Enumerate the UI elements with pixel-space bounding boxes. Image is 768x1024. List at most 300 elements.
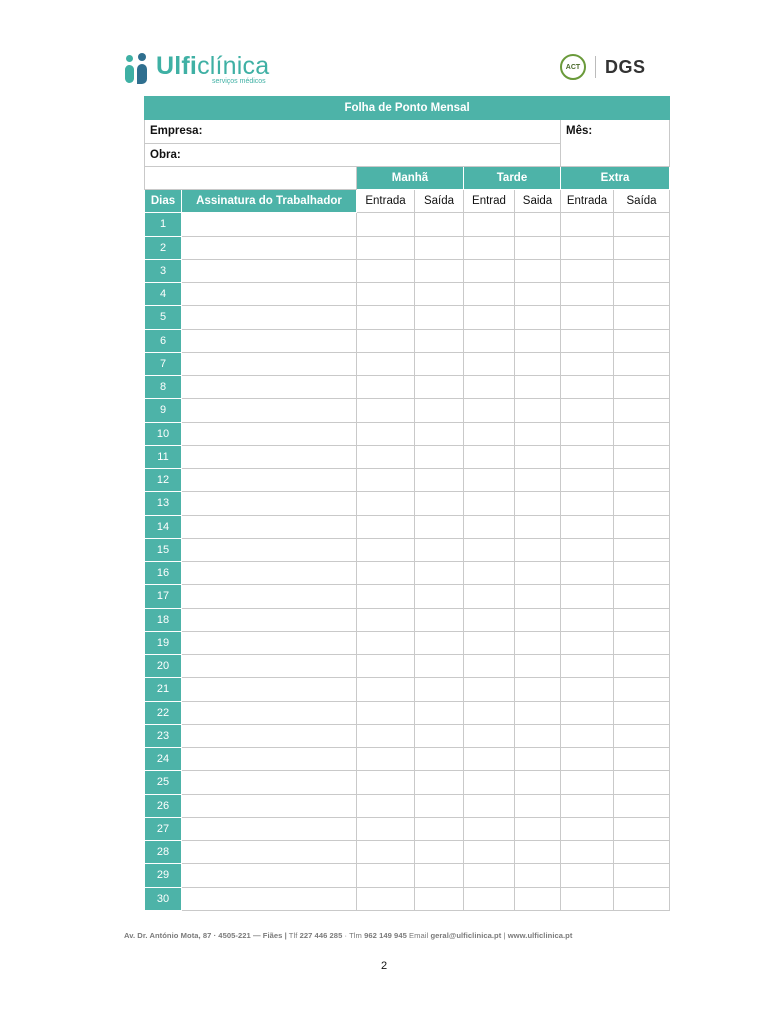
ulficlinica-logo: [124, 52, 269, 92]
table-row: [145, 887, 670, 910]
day-number: 19: [145, 631, 182, 654]
manha-entrada-cell[interactable]: [357, 445, 415, 468]
signature-cell[interactable]: [182, 259, 357, 282]
tarde-saida-cell[interactable]: [515, 887, 561, 910]
manha-entrada-cell[interactable]: [357, 306, 415, 329]
manha-entrada-cell[interactable]: [357, 259, 415, 282]
extra-saida-cell[interactable]: [614, 422, 670, 445]
day-number: 22: [145, 701, 182, 724]
manha-saida-cell[interactable]: [415, 538, 464, 561]
manha-entrada-cell[interactable]: [357, 283, 415, 306]
day-number: 12: [145, 469, 182, 492]
extra-entrada-cell[interactable]: [561, 329, 614, 352]
tarde-saida-cell[interactable]: [515, 469, 561, 492]
extra-saida-cell[interactable]: [614, 352, 670, 375]
extra-entrada-cell[interactable]: [561, 283, 614, 306]
extra-saida-cell[interactable]: [614, 492, 670, 515]
day-number: 9: [145, 399, 182, 422]
day-number: 17: [145, 585, 182, 608]
extra-entrada-cell[interactable]: [561, 562, 614, 585]
table-row: [145, 701, 670, 724]
day-number: 15: [145, 538, 182, 561]
manha-entrada-cell[interactable]: [357, 515, 415, 538]
tarde-entrada-cell[interactable]: [464, 515, 515, 538]
mes-label: Mês:: [566, 125, 593, 138]
manha-saida-cell[interactable]: [415, 631, 464, 654]
day-number: 2: [145, 236, 182, 259]
signature-cell[interactable]: [182, 771, 357, 794]
extra-entrada-cell[interactable]: [561, 492, 614, 515]
manha-saida-cell[interactable]: [415, 887, 464, 910]
manha-saida-cell[interactable]: [415, 445, 464, 468]
ulficlinica-logo-icon: [124, 52, 150, 86]
tarde-saida-cell[interactable]: [515, 376, 561, 399]
day-number: 24: [145, 748, 182, 771]
tarde-saida-cell[interactable]: [515, 841, 561, 864]
extra-entrada-cell[interactable]: [561, 399, 614, 422]
tarde-saida-cell[interactable]: [515, 259, 561, 282]
signature-cell[interactable]: [182, 608, 357, 631]
tarde-saida-cell[interactable]: [515, 794, 561, 817]
signature-cell[interactable]: [182, 817, 357, 840]
timesheet-table: [144, 96, 670, 911]
tarde-entrada-cell[interactable]: [464, 887, 515, 910]
manha-saida-cell[interactable]: [415, 608, 464, 631]
footer-tlf-label: Tlf: [288, 931, 298, 940]
extra-saida-cell[interactable]: [614, 515, 670, 538]
extra-saida-cell[interactable]: [614, 748, 670, 771]
extra-entrada-cell[interactable]: [561, 608, 614, 631]
day-number: 1: [145, 213, 182, 236]
tarde-entrada-header: Entrad: [464, 190, 515, 213]
tarde-saida-cell[interactable]: [515, 771, 561, 794]
extra-saida-cell[interactable]: [614, 841, 670, 864]
manha-saida-cell[interactable]: [415, 678, 464, 701]
tarde-saida-cell[interactable]: [515, 422, 561, 445]
manha-entrada-header: Entrada: [357, 190, 415, 213]
signature-cell[interactable]: [182, 655, 357, 678]
tarde-saida-cell[interactable]: [515, 655, 561, 678]
brand-subtitle: serviços médicos: [212, 78, 266, 85]
tarde-saida-cell[interactable]: [515, 724, 561, 747]
day-number: 6: [145, 329, 182, 352]
footer-site-link[interactable]: www.ulficlinica.pt: [507, 931, 573, 940]
table-row: [145, 515, 670, 538]
signature-cell[interactable]: [182, 492, 357, 515]
group-header-blank: [145, 166, 357, 189]
manha-saida-cell[interactable]: [415, 701, 464, 724]
manha-entrada-cell[interactable]: [357, 655, 415, 678]
manha-entrada-cell[interactable]: [357, 213, 415, 236]
extra-entrada-cell[interactable]: [561, 306, 614, 329]
manha-entrada-cell[interactable]: [357, 376, 415, 399]
tarde-entrada-cell[interactable]: [464, 608, 515, 631]
empresa-field[interactable]: [145, 120, 561, 143]
day-number: 21: [145, 678, 182, 701]
tarde-entrada-cell[interactable]: [464, 724, 515, 747]
day-number: 20: [145, 655, 182, 678]
extra-entrada-cell[interactable]: [561, 771, 614, 794]
table-row: [145, 562, 670, 585]
dgs-logo: DGS: [605, 56, 646, 77]
manha-saida-cell[interactable]: [415, 794, 464, 817]
extra-saida-cell[interactable]: [614, 724, 670, 747]
tarde-entrada-cell[interactable]: [464, 352, 515, 375]
tarde-saida-cell[interactable]: [515, 399, 561, 422]
extra-entrada-cell[interactable]: [561, 655, 614, 678]
tarde-saida-cell[interactable]: [515, 236, 561, 259]
extra-entrada-cell[interactable]: [561, 259, 614, 282]
day-number: 13: [145, 492, 182, 515]
footer-tlm-label: · Tlm: [344, 931, 362, 940]
day-number: 10: [145, 422, 182, 445]
extra-saida-header: Saída: [614, 190, 670, 213]
extra-saida-cell[interactable]: [614, 585, 670, 608]
extra-saida-cell[interactable]: [614, 864, 670, 887]
signature-cell[interactable]: [182, 422, 357, 445]
extra-saida-cell[interactable]: [614, 306, 670, 329]
signature-cell[interactable]: [182, 538, 357, 561]
manha-saida-cell[interactable]: [415, 771, 464, 794]
obra-field[interactable]: [145, 143, 561, 166]
manha-entrada-cell[interactable]: [357, 817, 415, 840]
signature-cell[interactable]: [182, 724, 357, 747]
tarde-saida-cell[interactable]: [515, 515, 561, 538]
manha-saida-cell[interactable]: [415, 259, 464, 282]
group-tarde: Tarde: [464, 166, 561, 189]
manha-saida-cell[interactable]: [415, 748, 464, 771]
manha-entrada-cell[interactable]: [357, 585, 415, 608]
tarde-entrada-cell[interactable]: [464, 864, 515, 887]
tarde-saida-cell[interactable]: [515, 213, 561, 236]
table-row: [145, 445, 670, 468]
day-number: 3: [145, 259, 182, 282]
tarde-entrada-cell[interactable]: [464, 841, 515, 864]
footer-email-link[interactable]: geral@ulficlinica.pt: [430, 931, 502, 940]
tarde-saida-cell[interactable]: [515, 492, 561, 515]
tarde-entrada-cell[interactable]: [464, 445, 515, 468]
extra-saida-cell[interactable]: [614, 655, 670, 678]
tarde-entrada-cell[interactable]: [464, 655, 515, 678]
signature-cell[interactable]: [182, 794, 357, 817]
extra-entrada-cell[interactable]: [561, 213, 614, 236]
extra-saida-cell[interactable]: [614, 794, 670, 817]
table-row: [145, 329, 670, 352]
signature-cell[interactable]: [182, 887, 357, 910]
table-row: [145, 771, 670, 794]
extra-entrada-cell[interactable]: [561, 585, 614, 608]
signature-cell[interactable]: [182, 352, 357, 375]
extra-entrada-cell[interactable]: [561, 794, 614, 817]
tarde-saida-cell[interactable]: [515, 817, 561, 840]
manha-saida-cell[interactable]: [415, 655, 464, 678]
tarde-saida-cell[interactable]: [515, 329, 561, 352]
tarde-entrada-cell[interactable]: [464, 306, 515, 329]
tarde-saida-cell[interactable]: [515, 445, 561, 468]
logo-divider: [595, 56, 596, 78]
day-number: 4: [145, 283, 182, 306]
manha-saida-cell[interactable]: [415, 236, 464, 259]
day-number: 8: [145, 376, 182, 399]
manha-saida-cell[interactable]: [415, 492, 464, 515]
tarde-entrada-cell[interactable]: [464, 631, 515, 654]
day-number: 7: [145, 352, 182, 375]
day-number: 23: [145, 724, 182, 747]
extra-entrada-cell[interactable]: [561, 538, 614, 561]
manha-saida-cell[interactable]: [415, 352, 464, 375]
manha-saida-cell[interactable]: [415, 469, 464, 492]
signature-cell[interactable]: [182, 562, 357, 585]
day-number: 5: [145, 306, 182, 329]
tarde-saida-cell[interactable]: [515, 631, 561, 654]
manha-saida-cell[interactable]: [415, 864, 464, 887]
table-row: [145, 376, 670, 399]
day-number: 11: [145, 445, 182, 468]
extra-saida-cell[interactable]: [614, 608, 670, 631]
extra-saida-cell[interactable]: [614, 771, 670, 794]
extra-entrada-cell[interactable]: [561, 515, 614, 538]
tarde-entrada-cell[interactable]: [464, 538, 515, 561]
tarde-entrada-cell[interactable]: [464, 794, 515, 817]
manha-entrada-cell[interactable]: [357, 864, 415, 887]
tarde-saida-cell[interactable]: [515, 748, 561, 771]
signature-cell[interactable]: [182, 236, 357, 259]
footer-contact: [124, 931, 664, 940]
partner-logos: [560, 53, 646, 81]
extra-entrada-cell[interactable]: [561, 817, 614, 840]
extra-entrada-cell[interactable]: [561, 469, 614, 492]
manha-saida-cell[interactable]: [415, 329, 464, 352]
extra-entrada-cell[interactable]: [561, 376, 614, 399]
tarde-saida-cell[interactable]: [515, 608, 561, 631]
manha-entrada-cell[interactable]: [357, 841, 415, 864]
table-row: [145, 817, 670, 840]
manha-entrada-cell[interactable]: [357, 724, 415, 747]
extra-saida-cell[interactable]: [614, 236, 670, 259]
tarde-entrada-cell[interactable]: [464, 422, 515, 445]
signature-cell[interactable]: [182, 701, 357, 724]
manha-saida-cell[interactable]: [415, 841, 464, 864]
extra-saida-cell[interactable]: [614, 399, 670, 422]
extra-entrada-cell[interactable]: [561, 748, 614, 771]
signature-cell[interactable]: [182, 399, 357, 422]
manha-saida-cell[interactable]: [415, 306, 464, 329]
day-number: 18: [145, 608, 182, 631]
tarde-saida-cell[interactable]: [515, 701, 561, 724]
manha-entrada-cell[interactable]: [357, 562, 415, 585]
extra-saida-cell[interactable]: [614, 701, 670, 724]
extra-entrada-cell[interactable]: [561, 841, 614, 864]
manha-saida-cell[interactable]: [415, 562, 464, 585]
signature-cell[interactable]: [182, 585, 357, 608]
day-number: 16: [145, 562, 182, 585]
manha-saida-cell[interactable]: [415, 399, 464, 422]
extra-saida-cell[interactable]: [614, 631, 670, 654]
tarde-entrada-cell[interactable]: [464, 329, 515, 352]
manha-entrada-cell[interactable]: [357, 352, 415, 375]
table-row: [145, 236, 670, 259]
manha-entrada-cell[interactable]: [357, 492, 415, 515]
manha-saida-cell[interactable]: [415, 585, 464, 608]
manha-entrada-cell[interactable]: [357, 329, 415, 352]
tarde-entrada-cell[interactable]: [464, 492, 515, 515]
signature-cell[interactable]: [182, 678, 357, 701]
footer-address: Av. Dr. António Mota, 87 · 4505-221 — Fiães |: [124, 931, 287, 940]
extra-saida-cell[interactable]: [614, 445, 670, 468]
footer-tlm: 962 149 945: [364, 931, 407, 940]
extra-entrada-cell[interactable]: [561, 887, 614, 910]
tarde-saida-cell[interactable]: [515, 306, 561, 329]
extra-saida-cell[interactable]: [614, 887, 670, 910]
extra-entrada-cell[interactable]: [561, 422, 614, 445]
tarde-entrada-cell[interactable]: [464, 748, 515, 771]
extra-saida-cell[interactable]: [614, 538, 670, 561]
table-row: [145, 748, 670, 771]
extra-entrada-cell[interactable]: [561, 864, 614, 887]
group-manha: Manhã: [357, 166, 464, 189]
page-number: 2: [380, 960, 388, 972]
extra-entrada-cell[interactable]: [561, 352, 614, 375]
signature-cell[interactable]: [182, 515, 357, 538]
manha-entrada-cell[interactable]: [357, 608, 415, 631]
manha-entrada-cell[interactable]: [357, 887, 415, 910]
tarde-saida-cell[interactable]: [515, 585, 561, 608]
tarde-entrada-cell[interactable]: [464, 236, 515, 259]
signature-cell[interactable]: [182, 841, 357, 864]
tarde-entrada-cell[interactable]: [464, 469, 515, 492]
extra-saida-cell[interactable]: [614, 213, 670, 236]
manha-entrada-cell[interactable]: [357, 469, 415, 492]
tarde-entrada-cell[interactable]: [464, 213, 515, 236]
signature-cell[interactable]: [182, 631, 357, 654]
extra-saida-cell[interactable]: [614, 678, 670, 701]
extra-saida-cell[interactable]: [614, 283, 670, 306]
table-row: [145, 678, 670, 701]
extra-saida-cell[interactable]: [614, 376, 670, 399]
table-row: [145, 469, 670, 492]
tarde-entrada-cell[interactable]: [464, 259, 515, 282]
table-row: [145, 283, 670, 306]
manha-entrada-cell[interactable]: [357, 794, 415, 817]
table-row: [145, 259, 670, 282]
tarde-saida-cell[interactable]: [515, 283, 561, 306]
tarde-saida-cell[interactable]: [515, 864, 561, 887]
signature-cell[interactable]: [182, 283, 357, 306]
signature-cell[interactable]: [182, 329, 357, 352]
table-row: [145, 631, 670, 654]
manha-saida-cell[interactable]: [415, 213, 464, 236]
day-number: 30: [145, 887, 182, 910]
table-row: [145, 352, 670, 375]
day-number: 27: [145, 817, 182, 840]
signature-cell[interactable]: [182, 748, 357, 771]
assinatura-header: Assinatura do Trabalhador: [182, 190, 357, 213]
group-extra: Extra: [561, 166, 670, 189]
manha-saida-cell[interactable]: [415, 724, 464, 747]
signature-cell[interactable]: [182, 306, 357, 329]
extra-saida-cell[interactable]: [614, 817, 670, 840]
extra-saida-cell[interactable]: [614, 329, 670, 352]
manha-entrada-cell[interactable]: [357, 422, 415, 445]
tarde-entrada-cell[interactable]: [464, 585, 515, 608]
table-row: [145, 585, 670, 608]
table-row: [145, 213, 670, 236]
manha-saida-cell[interactable]: [415, 817, 464, 840]
tarde-entrada-cell[interactable]: [464, 562, 515, 585]
manha-entrada-cell[interactable]: [357, 399, 415, 422]
manha-saida-cell[interactable]: [415, 376, 464, 399]
tarde-saida-header: Saida: [515, 190, 561, 213]
manha-entrada-cell[interactable]: [357, 538, 415, 561]
tarde-saida-cell[interactable]: [515, 538, 561, 561]
table-row: [145, 538, 670, 561]
tarde-entrada-cell[interactable]: [464, 678, 515, 701]
manha-saida-cell[interactable]: [415, 283, 464, 306]
extra-entrada-cell[interactable]: [561, 236, 614, 259]
table-row: [145, 306, 670, 329]
act-seal-icon: ACT: [560, 54, 586, 80]
manha-saida-cell[interactable]: [415, 422, 464, 445]
tarde-entrada-cell[interactable]: [464, 817, 515, 840]
table-row: [145, 841, 670, 864]
tarde-entrada-cell[interactable]: [464, 399, 515, 422]
manha-saida-cell[interactable]: [415, 515, 464, 538]
manha-entrada-cell[interactable]: [357, 236, 415, 259]
extra-entrada-cell[interactable]: [561, 678, 614, 701]
tarde-entrada-cell[interactable]: [464, 283, 515, 306]
table-row: [145, 492, 670, 515]
tarde-saida-cell[interactable]: [515, 352, 561, 375]
brand-name: Ulficlínica: [156, 52, 270, 80]
empresa-label: Empresa:: [150, 125, 203, 138]
day-number: 26: [145, 794, 182, 817]
day-number: 25: [145, 771, 182, 794]
manha-saida-header: Saída: [415, 190, 464, 213]
table-row: [145, 608, 670, 631]
extra-entrada-cell[interactable]: [561, 631, 614, 654]
manha-entrada-cell[interactable]: [357, 678, 415, 701]
table-row: [145, 422, 670, 445]
signature-cell[interactable]: [182, 864, 357, 887]
tarde-entrada-cell[interactable]: [464, 701, 515, 724]
manha-entrada-cell[interactable]: [357, 701, 415, 724]
signature-cell[interactable]: [182, 469, 357, 492]
tarde-saida-cell[interactable]: [515, 562, 561, 585]
manha-entrada-cell[interactable]: [357, 631, 415, 654]
table-row: [145, 864, 670, 887]
extra-entrada-header: Entrada: [561, 190, 614, 213]
mes-field[interactable]: [561, 120, 670, 167]
extra-entrada-cell[interactable]: [561, 701, 614, 724]
signature-cell[interactable]: [182, 213, 357, 236]
manha-entrada-cell[interactable]: [357, 771, 415, 794]
extra-entrada-cell[interactable]: [561, 445, 614, 468]
extra-saida-cell[interactable]: [614, 562, 670, 585]
tarde-entrada-cell[interactable]: [464, 771, 515, 794]
manha-entrada-cell[interactable]: [357, 748, 415, 771]
table-row: [145, 724, 670, 747]
extra-saida-cell[interactable]: [614, 469, 670, 492]
day-number: 29: [145, 864, 182, 887]
footer-separator: |: [503, 931, 506, 940]
tarde-entrada-cell[interactable]: [464, 376, 515, 399]
tarde-saida-cell[interactable]: [515, 678, 561, 701]
signature-cell[interactable]: [182, 376, 357, 399]
table-row: [145, 794, 670, 817]
extra-saida-cell[interactable]: [614, 259, 670, 282]
extra-entrada-cell[interactable]: [561, 724, 614, 747]
signature-cell[interactable]: [182, 445, 357, 468]
